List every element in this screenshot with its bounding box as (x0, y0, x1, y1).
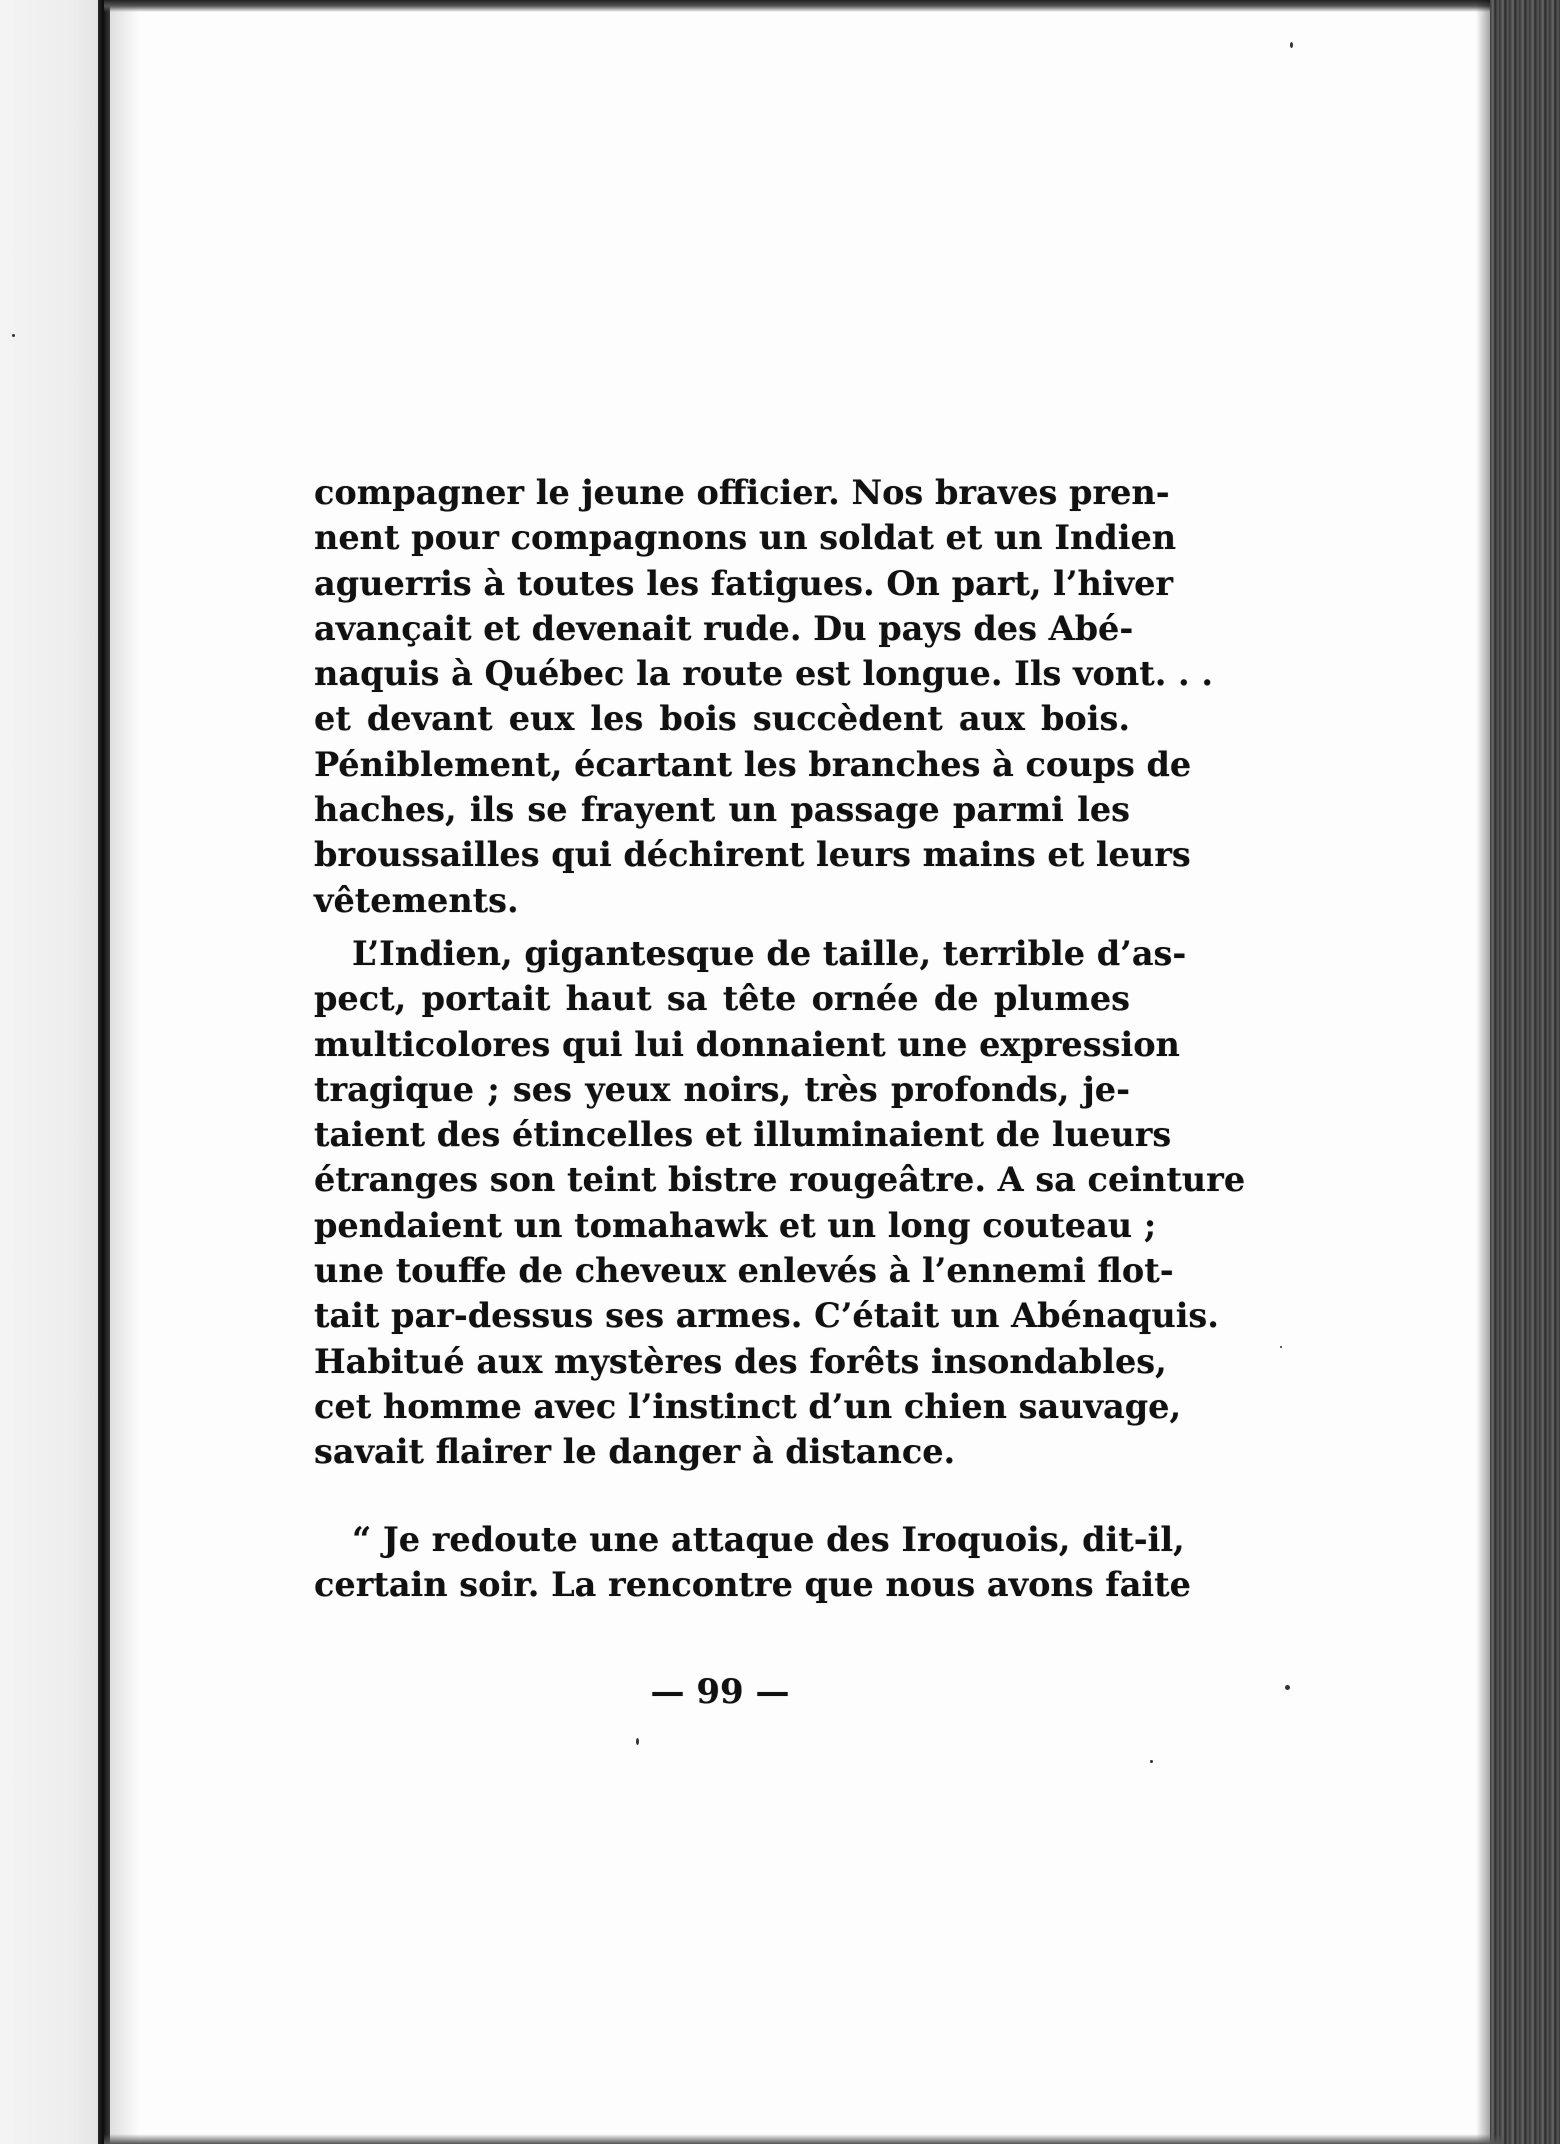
paragraph-spacer (314, 1475, 1130, 1517)
text-line: multicolores qui lui donnaient une expression (314, 1024, 1180, 1064)
book-page-block-edge (1490, 0, 1560, 2144)
dust-speck (1150, 1760, 1153, 1763)
text-line: tait par-dessus ses armes. C’était un Abénaquis. (314, 1296, 1219, 1336)
bottom-page-edge (104, 2134, 1504, 2144)
text-line: haches, ils se frayent un passage parmi les (314, 790, 1130, 830)
dust-speck (12, 334, 15, 337)
text-line: étranges son teint bistre rougeâtre. A sa ceinture (314, 1160, 1246, 1200)
text-line: tragique ; ses yeux noirs, très profonds, je- (314, 1069, 1130, 1109)
text-line: pendaient un tomahawk et un long couteau ; (314, 1205, 1157, 1245)
text-line: savait flairer le danger à distance. (314, 1432, 956, 1472)
paragraph (314, 1517, 1191, 1608)
text-line: broussailles qui déchirent leurs mains et leurs (314, 835, 1191, 875)
text-line: L’Indien, gigantesque de taille, terrible d’as- (352, 933, 1187, 973)
text-line: compagner le jeune officier. Nos braves pren- (314, 473, 1170, 512)
facing-page-edge (0, 0, 104, 2144)
paragraph (314, 470, 1214, 923)
text-line: une touffe de cheveux enlevés à l’ennemi flot- (314, 1251, 1174, 1291)
right-edge-shadow (1476, 0, 1490, 2144)
gutter-shadow (110, 0, 140, 2144)
body-text (314, 470, 1246, 1607)
text-line: cet homme avec l’instinct d’un chien sauvage, (314, 1386, 1182, 1426)
text-line: vêtements. (314, 880, 519, 920)
text-line: avançait et devenait rude. Du pays des Abé- (314, 608, 1134, 648)
top-page-edge (104, 0, 1514, 12)
paragraph (314, 931, 1246, 1475)
text-line: et devant eux les bois succèdent aux bois. (314, 699, 1130, 739)
dust-speck (1290, 42, 1293, 48)
dust-speck (636, 1738, 639, 1745)
page-number: — 99 — (650, 1672, 790, 1712)
text-line: pect, portait haut sa tête ornée de plumes (314, 979, 1130, 1019)
text-line: Habitué aux mystères des forêts insondables, (314, 1341, 1167, 1381)
text-line: “ Je redoute une attaque des Iroquois, dit-il, (352, 1519, 1185, 1559)
book-gutter (98, 0, 110, 2144)
text-line: Péniblement, écartant les branches à coups de (314, 744, 1192, 784)
text-line: aguerris à toutes les fatigues. On part, l’hiver (314, 563, 1174, 603)
text-line: naquis à Québec la route est longue. Ils vont. . . (314, 654, 1214, 694)
text-line: taient des étincelles et illuminaient de lueurs (314, 1115, 1172, 1155)
paragraph-spacer (314, 923, 1130, 931)
dust-speck (1280, 1346, 1282, 1348)
text-line: nent pour compagnons un soldat et un Indien (314, 518, 1177, 558)
text-line: certain soir. La rencontre que nous avons faite (314, 1564, 1191, 1604)
